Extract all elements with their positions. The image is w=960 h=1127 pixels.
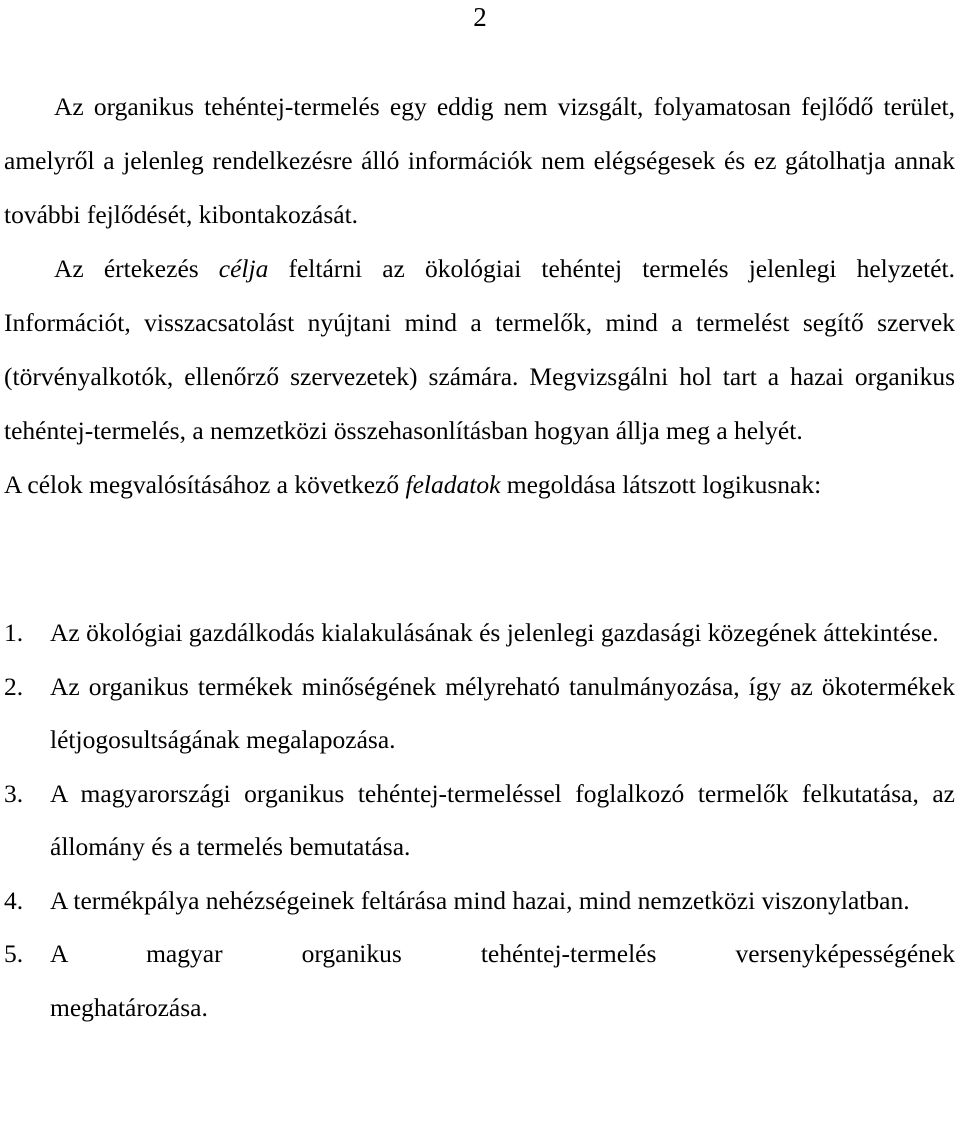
list-item-text: Az organikus termékek minőségének mélyreható tanulmányozása, így az ökotermékek létjogosultságának megalapozása. — [50, 671, 955, 754]
task-list — [4, 606, 955, 1034]
paragraph-tasks-intro — [4, 458, 955, 512]
list-item-number: 2. — [4, 671, 24, 701]
list-item-number: 5. — [4, 939, 24, 968]
list-item-text — [50, 927, 955, 1034]
list-item-text-line2: meghatározása. — [50, 992, 208, 1022]
goal-text-before: Az értekezés — [54, 254, 219, 283]
body-text — [4, 80, 955, 512]
list-item-text: A magyarországi organikus tehéntej-termeléssel foglalkozó termelők felkutatása, az állomány és a termelés bemutatása. — [50, 778, 955, 861]
paragraph-goal — [4, 242, 955, 458]
list-item-number: 4. — [4, 885, 24, 915]
paragraph-intro: Az organikus tehéntej-termelés egy eddig nem vizsgált, folyamatosan fejlődő terület, amelyről a jelenleg rendelkezésre álló információk nem elégségesek és ez gátolhatja annak további fejlődését, kibontakozását. — [4, 92, 955, 229]
list-item — [4, 927, 955, 1034]
list-item — [4, 660, 955, 767]
goal-text-after: feltárni az ökológiai tehéntej termelés jelenlegi helyzetét. Információt, visszacsatolást nyújtani mind a termelők, mind a termelést segítő szervek (törvényalkotók, ellenőrző szervezetek) számára. Megvizsgálni hol tart a hazai organikus tehéntej-termelés, a nemzetközi összehasonlításban hogyan állja meg a helyét. — [4, 254, 955, 445]
list-item-text: A termékpálya nehézségeinek feltárása mind hazai, mind nemzetközi viszonylatban. — [50, 885, 910, 915]
tasks-emphasis: feladatok — [405, 470, 501, 499]
tasks-intro-after: megoldása látszott logikusnak: — [500, 470, 822, 499]
list-item — [4, 874, 955, 928]
goal-emphasis: célja — [218, 254, 269, 283]
list-item — [4, 767, 955, 874]
list-item — [4, 606, 955, 660]
tasks-intro-before: A célok megvalósításához a következő — [4, 470, 406, 499]
list-item-number: 3. — [4, 778, 24, 808]
list-item-text: Az ökológiai gazdálkodás kialakulásának és jelenlegi gazdasági közegének áttekintése. — [50, 618, 939, 647]
list-item-number: 1. — [4, 618, 24, 647]
list-item-text-line1: A magyar organikus tehéntej-termelés versenyképességének — [50, 939, 955, 968]
page-number: 2 — [473, 2, 487, 32]
